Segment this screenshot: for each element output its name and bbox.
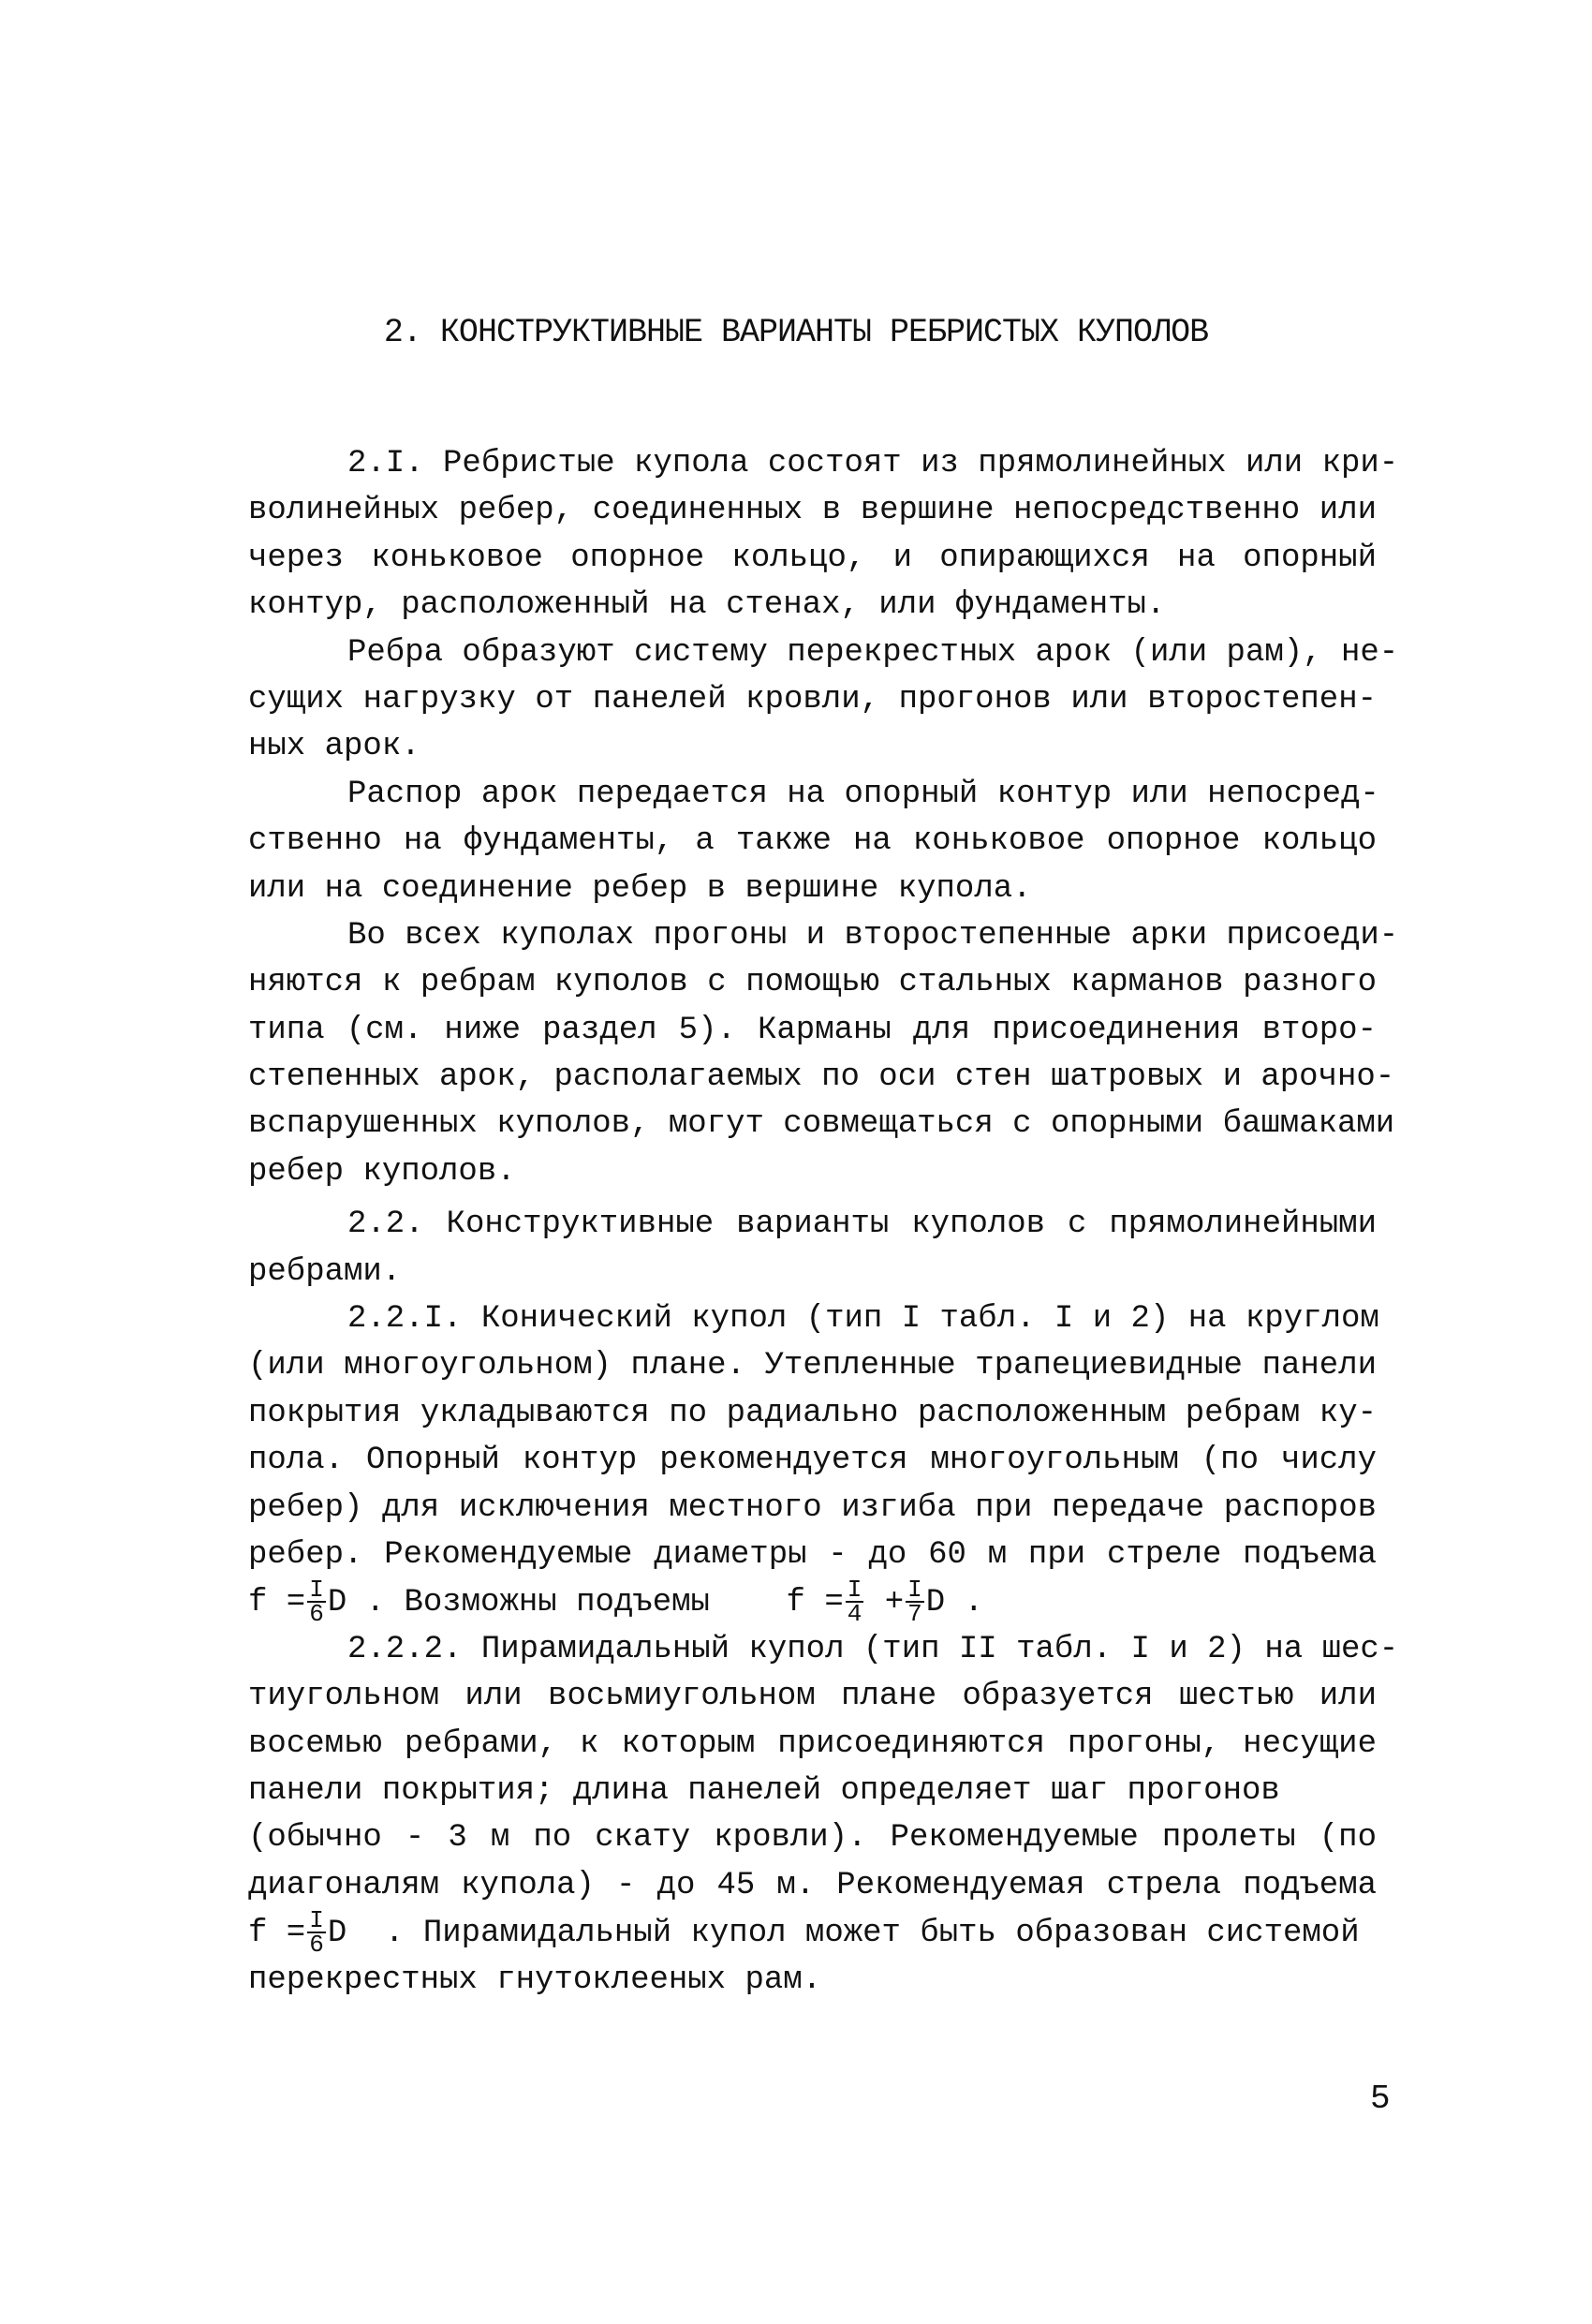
denominator: 6	[309, 1931, 324, 1960]
paragraph-line: 2.I. Ребристые купола состоят из прямолинейных или кри-	[347, 446, 1399, 481]
formula-d: D	[327, 1916, 347, 1952]
paragraph-line: контур, расположенный на стенах, или фундаменты.	[248, 587, 1166, 624]
paragraph-line: степенных арок, располагаемых по оси стен шатровых и арочно-	[248, 1059, 1395, 1096]
paragraph-line: восемью ребрами, к которым присоединяются прогоны, несущие	[248, 1725, 1377, 1762]
numerator: I	[309, 1906, 324, 1935]
fraction	[906, 1576, 924, 1629]
fraction	[307, 1906, 326, 1960]
fraction	[307, 1576, 326, 1629]
numerator: I	[847, 1576, 862, 1605]
numerator: I	[907, 1576, 922, 1605]
denominator: 6	[309, 1600, 324, 1629]
paragraph-line: пола. Опорный контур рекомендуется многоугольным (по числу	[248, 1443, 1377, 1479]
body-text	[248, 440, 1399, 2004]
paragraph-line: диагоналям купола) - до 45 м. Рекомендуемая стрела подъема	[248, 1867, 1377, 1903]
paragraph-line: 2.2.2. Пирамидальный купол (тип II табл. I и 2) на шес-	[347, 1631, 1399, 1667]
paragraph-line: вспарушенных куполов, могут совмещаться с опорными башмаками	[248, 1106, 1395, 1143]
formula-line	[248, 1906, 1377, 1960]
plus-sign: +	[884, 1585, 905, 1621]
paragraph-line: через коньковое опорное кольцо, и опирающихся на опорный	[248, 540, 1377, 576]
formula-line	[248, 1576, 1377, 1629]
paragraph-line: перекрестных гнутоклееных рам.	[248, 1961, 822, 1998]
paragraph-line: ребрами.	[248, 1253, 402, 1290]
paragraph-line: 2.2.I. Конический купол (тип I табл. I и 2) на круглом	[347, 1301, 1379, 1338]
paragraph-line: сущих нагрузку от панелей кровли, прогонов или второстепен-	[248, 681, 1377, 718]
paragraph-line: тиугольном или восьмиугольном плане образуется шестью или	[248, 1679, 1377, 1715]
formula-d: D	[327, 1585, 347, 1621]
denominator: 7	[907, 1600, 922, 1629]
formula-text: . Возможны подъемы	[365, 1585, 710, 1621]
paragraph-line: Распор арок передается на опорный контур или непосред-	[347, 776, 1379, 812]
paragraph-line: волинейных ребер, соединенных в вершине непосредственно или	[248, 493, 1377, 529]
paragraph-line: или на соединение ребер в вершине купола.	[248, 870, 1032, 907]
paragraph-line: (обычно - 3 м по скату кровли). Рекомендуемые пролеты (по	[248, 1820, 1377, 1857]
formula-f: f =	[786, 1585, 844, 1621]
formula-end: .	[964, 1585, 983, 1621]
paragraph-line: ребер куполов.	[248, 1153, 516, 1190]
paragraph-line: 2.2. Конструктивные варианты куполов с прямолинейными	[347, 1206, 1377, 1243]
section-title: 2. КОНСТРУКТИВНЫЕ ВАРИАНТЫ РЕБРИСТЫХ КУПОЛОВ	[383, 314, 1209, 351]
paragraph-line: (или многоугольном) плане. Утепленные трапециевидные панели	[248, 1348, 1377, 1384]
denominator: 4	[847, 1600, 862, 1629]
paragraph-line: ребер. Рекомендуемые диаметры - до 60 м при стреле подъема	[248, 1536, 1377, 1573]
paragraph-line: Во всех куполах прогоны и второстепенные арки присоеди-	[347, 917, 1399, 954]
paragraph-line: покрытия укладываются по радиально расположенным ребрам ку-	[248, 1395, 1377, 1431]
fraction	[846, 1576, 864, 1629]
formula-d: D	[925, 1585, 946, 1621]
paragraph-line: ственно на фундаменты, а также на коньковое опорное кольцо	[248, 823, 1377, 860]
numerator: I	[309, 1576, 324, 1605]
paragraph-line: Ребра образуют систему перекрестных арок (или рам), не-	[347, 634, 1399, 671]
paragraph-line: ребер) для исключения местного изгиба при передаче распоров	[248, 1489, 1377, 1526]
paragraph-line: ных арок.	[248, 729, 420, 765]
page-number: 5	[1370, 2080, 1391, 2118]
paragraph-line: няются к ребрам куполов с помощью стальных карманов разного	[248, 965, 1377, 1001]
formula-text: . Пирамидальный купол может быть образован системой	[385, 1916, 1360, 1952]
formula-f: f =	[248, 1916, 306, 1952]
paragraph-line: панели покрытия; длина панелей определяет шаг прогонов	[248, 1772, 1280, 1809]
paragraph-line: типа (см. ниже раздел 5). Карманы для присоединения второ-	[248, 1012, 1377, 1048]
formula-f: f =	[248, 1585, 306, 1621]
